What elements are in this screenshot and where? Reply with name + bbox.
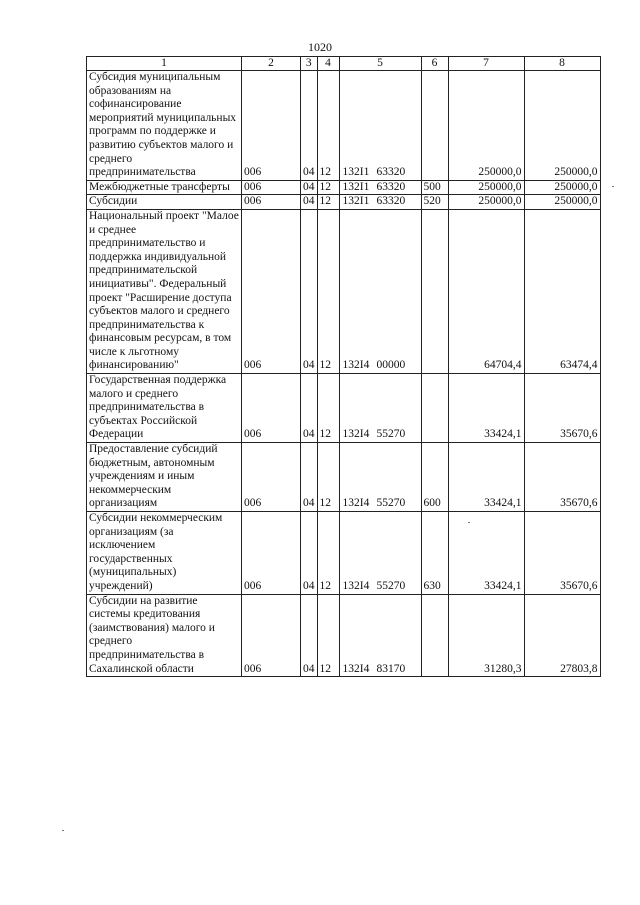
header-col-4: 4: [317, 57, 339, 71]
scan-speck: [62, 830, 64, 831]
cell-gr: 006: [242, 180, 301, 195]
table-row: [87, 209, 601, 373]
cs-suffix: 55270: [376, 428, 406, 441]
page-number: 1020: [308, 40, 332, 54]
cs-suffix: 63320: [376, 180, 406, 193]
cell-vr: [421, 594, 448, 677]
table-row: [87, 71, 601, 181]
row-name: Субсидии на развитие системы кредитования (заимствования) малого и среднего предпринимательства в Сахалинской области: [87, 594, 242, 677]
cell-cs: [339, 374, 421, 443]
cs-suffix: 83170: [376, 662, 406, 675]
table-row: [87, 512, 601, 595]
cell-amount-7: 33424,1: [448, 443, 524, 512]
cs-prefix: 132I4: [342, 359, 370, 372]
header-col-6: 6: [421, 57, 448, 71]
cell-amount-7: 250000,0: [448, 180, 524, 195]
cell-rz: 04: [301, 512, 318, 595]
cell-gr: 006: [242, 594, 301, 677]
cell-rz: 04: [301, 209, 318, 373]
cell-amount-8: 250000,0: [524, 195, 600, 210]
cell-amount-8: 35670,6: [524, 374, 600, 443]
cs-prefix: 132I4: [342, 662, 370, 675]
header-col-8: 8: [524, 57, 600, 71]
cell-amount-8: 63474,4: [524, 209, 600, 373]
cell-rz: 04: [301, 443, 318, 512]
cell-amount-8: 35670,6: [524, 512, 600, 595]
header-col-5: 5: [339, 57, 421, 71]
budget-table: [86, 56, 601, 677]
cell-cs: [339, 209, 421, 373]
cell-amount-7: 33424,1: [448, 374, 524, 443]
table-row: [87, 443, 601, 512]
cell-gr: 006: [242, 71, 301, 181]
cell-gr: 006: [242, 209, 301, 373]
row-name: Межбюджетные трансферты: [87, 180, 242, 195]
cell-amount-7: 250000,0: [448, 195, 524, 210]
cell-amount-8: 250000,0: [524, 180, 600, 195]
cs-prefix: 132I1: [342, 166, 370, 179]
cell-vr: [421, 374, 448, 443]
cell-cs: [339, 594, 421, 677]
cell-pr: 12: [317, 195, 339, 210]
cs-prefix: 132I4: [342, 428, 370, 441]
cell-amount-7: 250000,0: [448, 71, 524, 181]
cell-pr: 12: [317, 594, 339, 677]
cell-pr: 12: [317, 512, 339, 595]
cell-vr: 630: [421, 512, 448, 595]
cell-gr: 006: [242, 512, 301, 595]
cell-rz: 04: [301, 180, 318, 195]
cell-amount-8: 27803,8: [524, 594, 600, 677]
cell-amount-7: 33424,1: [448, 512, 524, 595]
cell-vr: [421, 209, 448, 373]
cell-vr: [421, 71, 448, 181]
cs-prefix: 132I4: [342, 579, 370, 592]
header-col-7: 7: [448, 57, 524, 71]
cell-pr: 12: [317, 374, 339, 443]
cell-rz: 04: [301, 374, 318, 443]
cell-pr: 12: [317, 209, 339, 373]
cell-gr: 006: [242, 195, 301, 210]
header-col-1: 1: [87, 57, 242, 71]
header-col-3: 3: [301, 57, 318, 71]
cell-cs: [339, 195, 421, 210]
cell-vr: 600: [421, 443, 448, 512]
cs-prefix: 132I4: [342, 497, 370, 510]
cell-pr: 12: [317, 180, 339, 195]
cell-vr: 500: [421, 180, 448, 195]
cell-cs: [339, 512, 421, 595]
table-header-row: [87, 57, 601, 71]
cell-pr: 12: [317, 443, 339, 512]
cell-amount-8: 250000,0: [524, 71, 600, 181]
cell-cs: [339, 180, 421, 195]
cs-suffix: 63320: [376, 195, 406, 208]
cell-cs: [339, 443, 421, 512]
cell-amount-7: 31280,3: [448, 594, 524, 677]
cell-rz: 04: [301, 594, 318, 677]
cell-rz: 04: [301, 71, 318, 181]
row-name: Предоставление субсидий бюджетным, автономным учреждениям и иным некоммерческим организациям: [87, 443, 242, 512]
cs-suffix: 55270: [376, 497, 406, 510]
table-row: [87, 195, 601, 210]
cell-amount-8: 35670,6: [524, 443, 600, 512]
cell-cs: [339, 71, 421, 181]
cell-amount-7: 64704,4: [448, 209, 524, 373]
cell-vr: 520: [421, 195, 448, 210]
table-row: [87, 594, 601, 677]
header-col-2: 2: [242, 57, 301, 71]
cell-gr: 006: [242, 374, 301, 443]
cell-rz: 04: [301, 195, 318, 210]
scan-speck: [612, 186, 614, 187]
cs-suffix: 55270: [376, 579, 406, 592]
table-row: [87, 180, 601, 195]
cell-gr: 006: [242, 443, 301, 512]
scan-speck: [468, 522, 470, 523]
cs-prefix: 132I1: [342, 195, 370, 208]
row-name: Субсидии некоммерческим организациям (за исключением государственных (муниципальных) учреждений): [87, 512, 242, 595]
row-name: Государственная поддержка малого и среднего предпринимательства в субъектах Российской Федерации: [87, 374, 242, 443]
cell-pr: 12: [317, 71, 339, 181]
table-row: [87, 374, 601, 443]
row-name: Национальный проект "Малое и среднее предпринимательство и поддержка индивидуальной предпринимательской инициативы". Федеральный проект "Расширение доступа субъектов малого и среднего предпринимательства к финансовым ресурсам, в том числе к льготному финансированию": [87, 209, 242, 373]
cs-suffix: 63320: [376, 166, 406, 179]
row-name: Субсидии: [87, 195, 242, 210]
row-name: Субсидия муниципальным образованиям на софинансирование мероприятий муниципальных программ по поддержке и развитию субъектов малого и среднего предпринимательства: [87, 71, 242, 181]
cs-suffix: 00000: [376, 359, 406, 372]
cs-prefix: 132I1: [342, 180, 370, 193]
